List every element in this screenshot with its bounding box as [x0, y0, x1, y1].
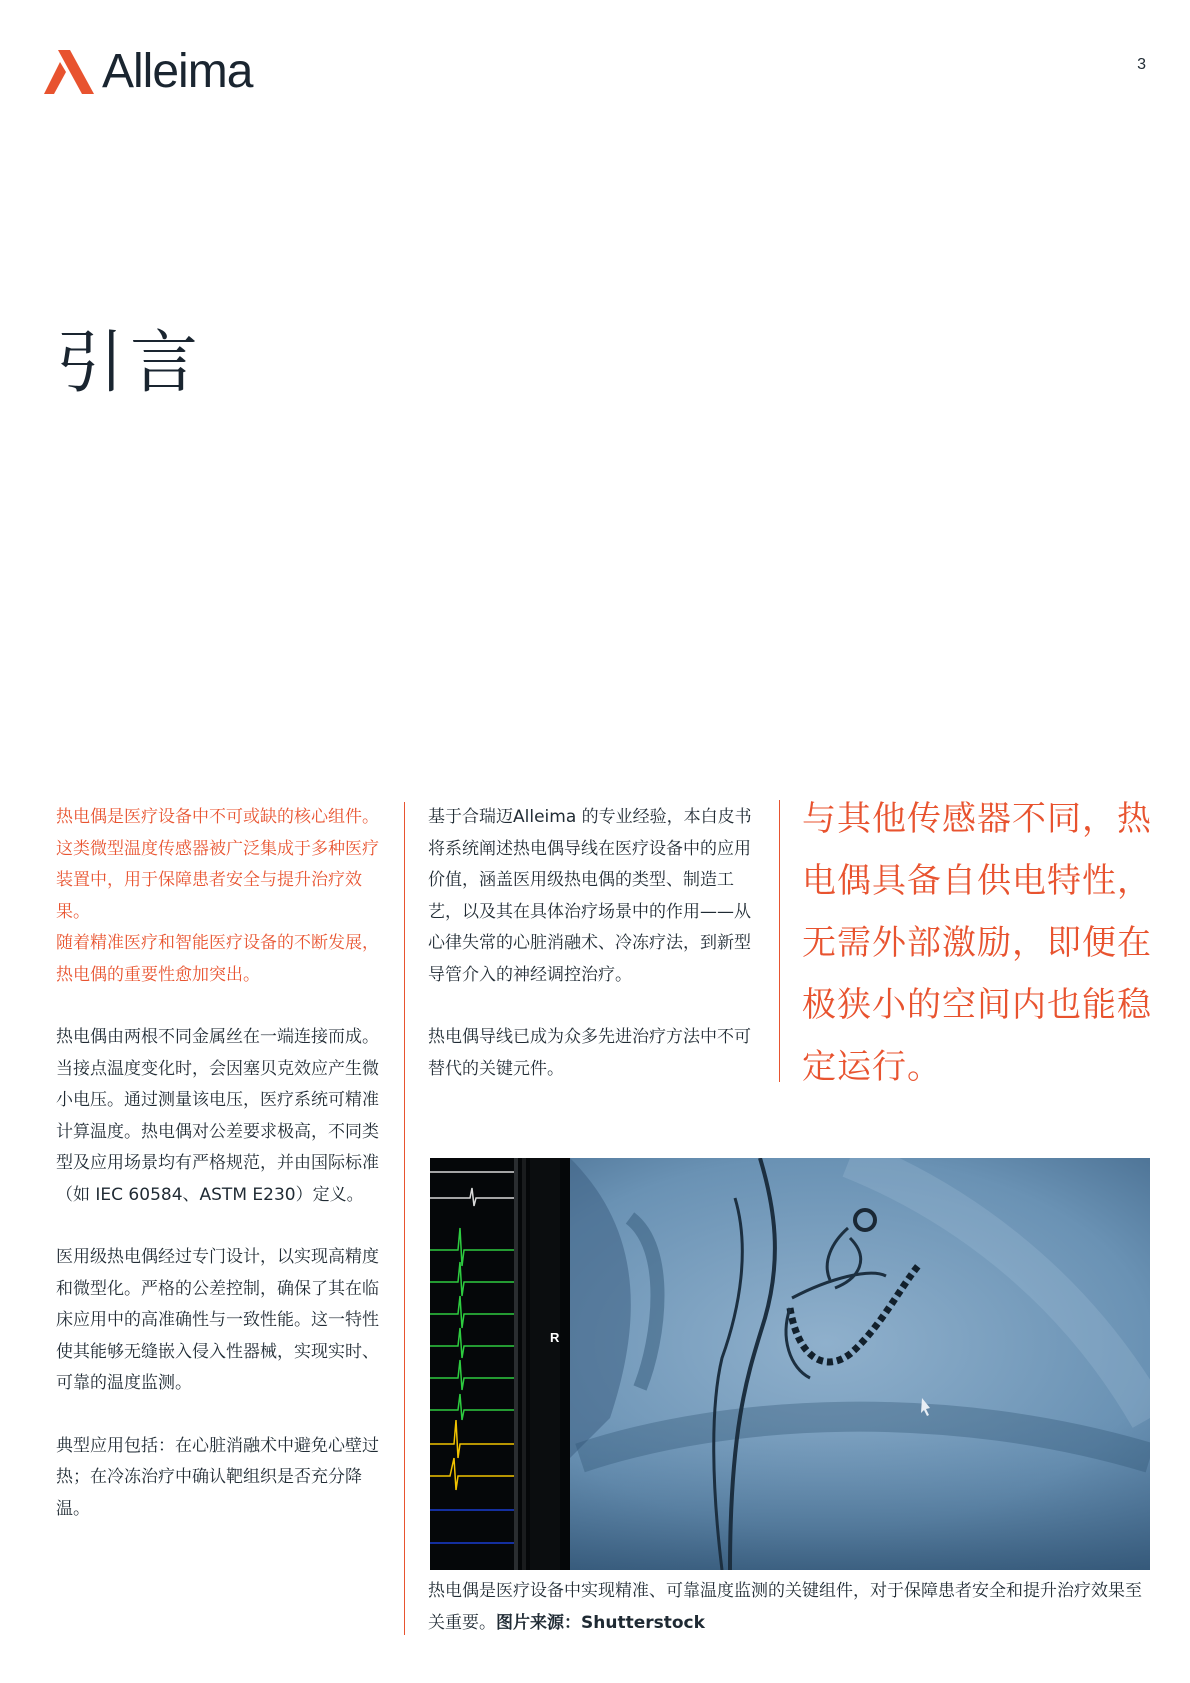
pull-quote: 与其他传感器不同，热电偶具备自供电特性，无需外部激励，即便在极狭小的空间内也能稳定运行。: [802, 799, 1152, 1087]
fluoroscopy-illustration: [430, 1158, 1150, 1570]
alleima-logo: [44, 45, 253, 98]
page-title: 引言: [56, 324, 205, 403]
caption-text: 热电偶是医疗设备中实现精准、可靠温度监测的关键组件，对于保障患者安全和提升治疗效果至关重要。: [428, 1581, 1142, 1633]
intro-paragraph-1: 热电偶是医疗设备中不可或缺的核心组件。这类微型温度传感器被广泛集成于多种医疗装置中，用于保障患者安全与提升治疗效果。: [56, 807, 379, 922]
logo-wordmark: Alleima: [102, 45, 253, 98]
body-paragraph-principle: 热电偶由两根不同金属丝在一端连接而成。当接点温度变化时，会因塞贝克效应产生微小电压。通过测量该电压，医疗系统可精准计算温度。热电偶对公差要求极高，不同类型及应用场景均有严格规范，并由国际标准（如 IEC 60584、ASTM E230）定义。: [56, 1027, 379, 1205]
body-paragraph-whitepaper-scope: 基于合瑞迈Alleima 的专业经验，本白皮书将系统阐述热电偶导线在医疗设备中的应用价值，涵盖医用级热电偶的类型、制造工艺，以及其在具体治疗场景中的作用——从心律失常的心脏消融术、冷冻疗法，到新型导管介入的神经调控治疗。: [428, 807, 752, 985]
body-paragraph-medical-grade: 医用级热电偶经过专门设计，以实现高精度和微型化。严格的公差控制，确保了其在临床应用中的高准确性与一致性能。这一特性使其能够无缝嵌入侵入性器械，实现实时、可靠的温度监测。: [56, 1247, 379, 1393]
credit-source: Shutterstock: [581, 1612, 705, 1633]
column-divider-left: [404, 802, 405, 1635]
left-column: [56, 802, 386, 1525]
intro-paragraph-2: 随着精准医疗和智能医疗设备的不断发展，热电偶的重要性愈加突出。: [56, 933, 379, 985]
middle-column: [428, 802, 758, 1085]
photo-caption: [428, 1576, 1152, 1639]
credit-label: 图片来源：: [496, 1612, 581, 1633]
page-number: 3: [1137, 56, 1146, 73]
body-paragraph-key-component: 热电偶导线已成为众多先进治疗方法中不可替代的关键元件。: [428, 1027, 751, 1079]
monitor-marker: R: [550, 1330, 560, 1345]
alleima-logo-mark-icon: [44, 50, 96, 94]
pull-quote-divider: [779, 800, 780, 1082]
body-paragraph-applications: 典型应用包括：在心脏消融术中避免心壁过热；在冷冻治疗中确认靶组织是否充分降温。: [56, 1435, 379, 1519]
fluoroscopy-photo: [430, 1158, 1150, 1570]
